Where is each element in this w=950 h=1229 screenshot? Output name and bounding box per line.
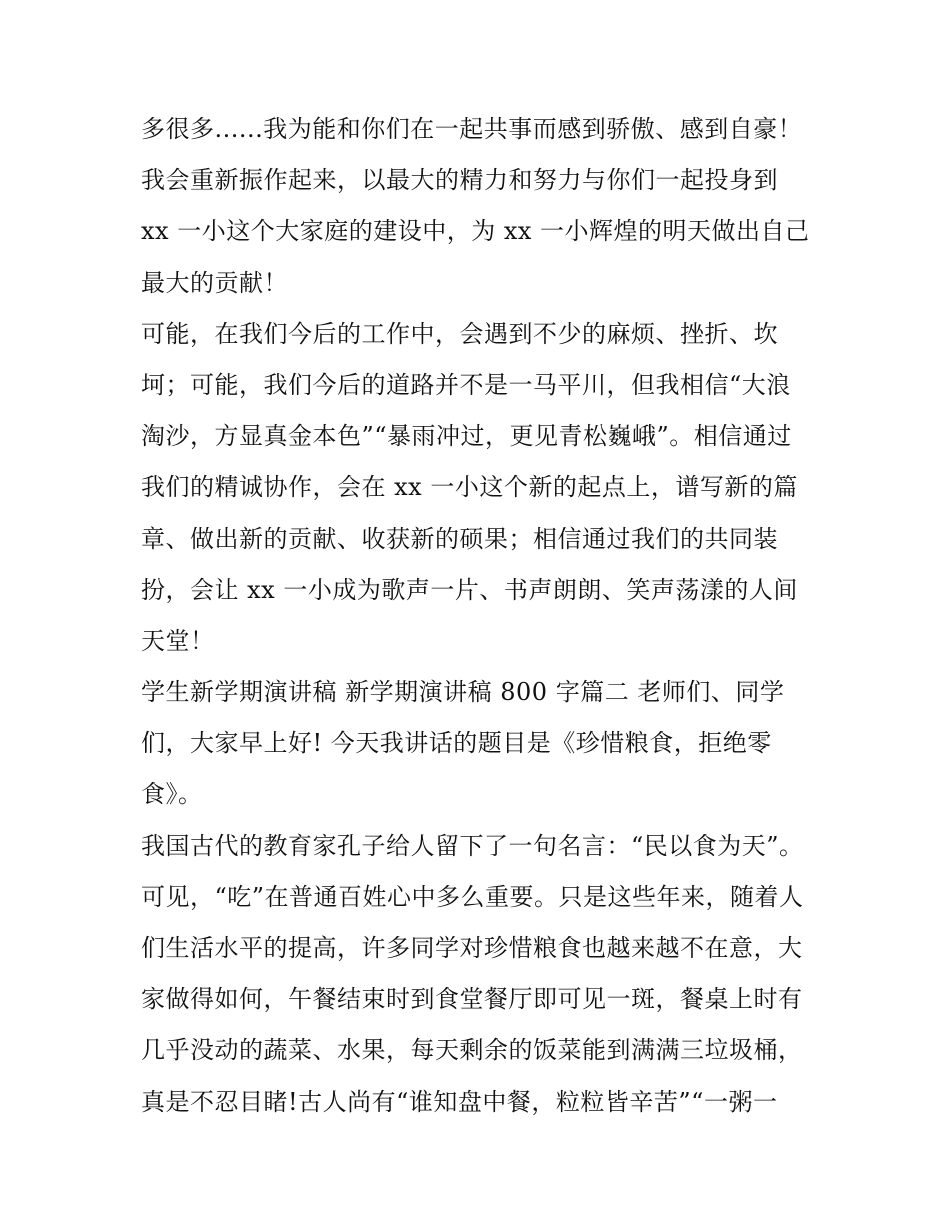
text-line: 们生活水平的提高，许多同学对珍惜粮食也越来越不在意，大 [141,934,803,962]
text-line: 真是不忍目睹!古人尚有“谁知盘中餐，粒粒皆辛苦”“一粥一 [141,1087,778,1116]
text-line: 我们的精诚协作，会在 xx 一小这个新的起点上，谱写新的篇 [141,473,798,502]
text-line: 天堂！ [141,626,215,655]
text-line: 扮，会让 xx 一小成为歌声一片、书声朗朗、笑声荡漾的人间 [141,575,798,604]
text-line: 食》。 [141,780,203,809]
text-line: xx 一小这个大家庭的建设中，为 xx 一小辉煌的明天做出自己 [141,217,810,246]
text-line: 最大的贡献！ [141,268,288,297]
text-line: 可见，“吃”在普通百姓心中多么重要。只是这些年来，随着人 [141,882,804,911]
text-line: 们，大家早上好! 今天我讲话的题目是《珍惜粮食，拒绝零 [141,729,772,758]
text-line: 学生新学期演讲稿 新学期演讲稿 800 字篇二 老师们、同学 [141,678,785,707]
text-line: 几乎没动的蔬菜、水果，每天剩余的饭菜能到满满三垃圾桶， [141,1036,803,1065]
text-line: 淘沙，方显真金本色”“暴雨冲过，更见青松巍峨”。相信通过 [141,422,792,451]
text-line: 家做得如何，午餐结束时到食堂餐厅即可见一斑，餐桌上时有 [141,985,803,1014]
text-line: 我国古代的教育家孔子给人留下了一句名言：“民以食为天”。 [141,831,804,860]
text-line: 章、做出新的贡献、收获新的硕果；相信通过我们的共同装 [141,524,778,553]
document-body [141,104,841,1128]
text-line: 我会重新振作起来，以最大的精力和努力与你们一起投身到 [141,166,778,195]
text-line: 坷；可能，我们今后的道路并不是一马平川，但我相信“大浪 [141,370,791,399]
text-line: 多很多......我为能和你们在一起共事而感到骄傲、感到自豪！ [141,115,803,143]
text-line: 可能，在我们今后的工作中，会遇到不少的麻烦、挫折、坎 [141,319,778,348]
